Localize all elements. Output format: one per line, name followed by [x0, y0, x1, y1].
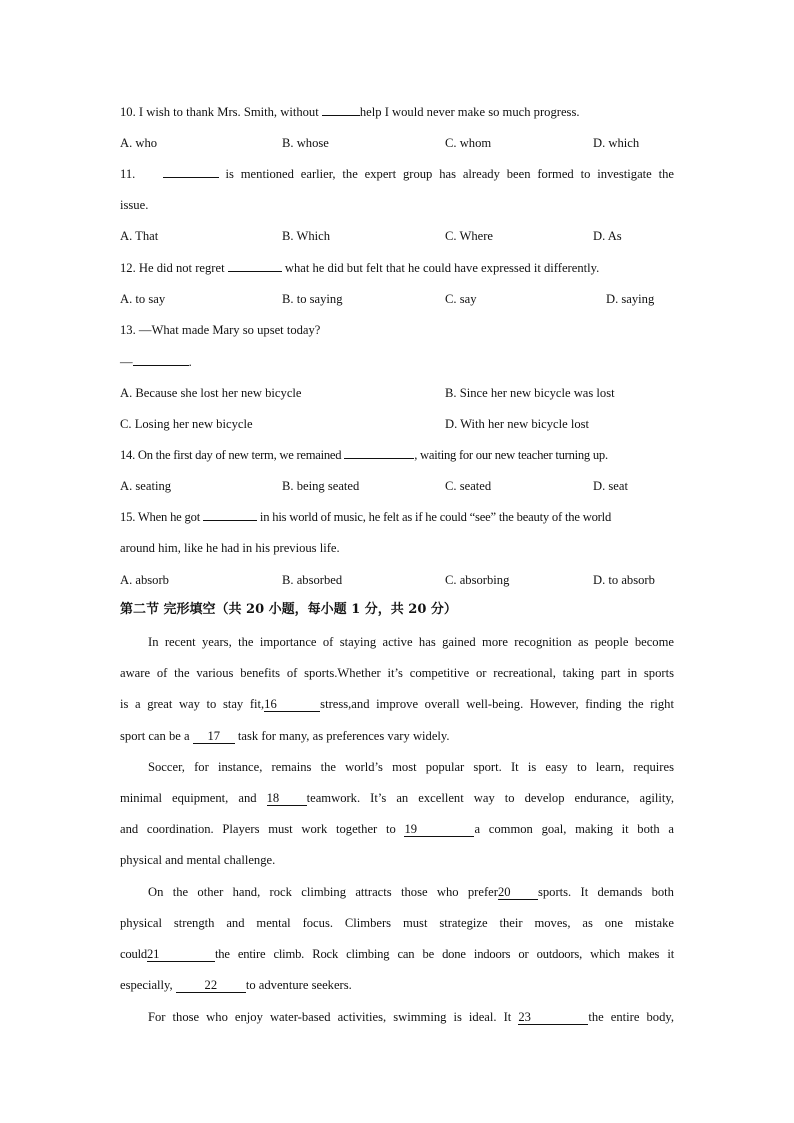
passage-line: physical strength and mental focus. Climbers must strategize their moves, as one mistake [120, 916, 674, 930]
passage-line: On the other hand, rock climbing attracts those who prefer20 sports. It demands both [148, 885, 674, 899]
option-b: B. absorbed [282, 573, 343, 587]
option-b: B. being seated [282, 479, 360, 493]
passage-line: minimal equipment, and 18 teamwork. It’s an excellent way to develop endurance, agility, [120, 791, 674, 805]
option-c: C. Losing her new bicycle [120, 417, 253, 431]
option-b: B. Since her new bicycle was lost [445, 386, 615, 400]
option-d: D. saying [606, 292, 655, 306]
passage-line: is a great way to stay fit,16 stress,and improve overall well-being. However, finding the right [120, 697, 674, 711]
option-b: B. to saying [282, 292, 343, 306]
answer-blank [344, 458, 414, 459]
option-c: C. seated [445, 479, 492, 493]
option-c: C. Where [445, 229, 494, 243]
option-b: B. whose [282, 136, 329, 150]
question-11-stem: 11. is mentioned earlier, the expert group has already been formed to investigate the [120, 167, 674, 181]
answer-blank [228, 271, 282, 272]
option-d: D. to absorb [593, 573, 655, 587]
question-10-stem: 10. I wish to thank Mrs. Smith, without help I would never make so much progress. [120, 105, 580, 119]
option-c: C. absorbing [445, 573, 510, 587]
option-a: A. Because she lost her new bicycle [120, 386, 302, 400]
option-a: A. who [120, 136, 158, 150]
cloze-blank-17: 17 [193, 730, 235, 744]
option-d: D. which [593, 136, 640, 150]
passage-line: In recent years, the importance of staying active has gained more recognition as people become [148, 635, 674, 649]
option-a: A. That [120, 229, 159, 243]
option-c: C. whom [445, 136, 492, 150]
passage-line: aware of the various benefits of sports.Whether it’s competitive or recreational, taking part in sports [120, 666, 674, 680]
question-14-stem: 14. On the first day of new term, we remained , waiting for our new teacher turning up. [120, 448, 608, 462]
option-a: A. to say [120, 292, 166, 306]
question-15-stem: 15. When he got in his world of music, he felt as if he could “see” the beauty of the world [120, 510, 612, 524]
cloze-blank-16: 16 [264, 698, 320, 712]
question-12-stem: 12. He did not regret what he did but felt that he could have expressed it differently. [120, 261, 600, 275]
cloze-blank-20: 20 [498, 886, 538, 900]
passage-line: could21 the entire climb. Rock climbing can be done indoors or outdoors, which makes it [120, 947, 674, 961]
option-d: D. seat [593, 479, 628, 493]
cloze-blank-22: 22 [176, 979, 246, 993]
passage-line: sport can be a 17 task for many, as preferences vary widely. [120, 729, 450, 743]
cloze-blank-23: 23 [518, 1011, 588, 1025]
passage-line: Soccer, for instance, remains the world’s most popular sport. It is easy to learn, requires [148, 760, 674, 774]
question-11-continuation: issue. [120, 198, 149, 212]
answer-blank [163, 177, 219, 178]
option-a: A. absorb [120, 573, 169, 587]
cloze-blank-19: 19 [404, 823, 474, 837]
section-heading: 第二节 完形填空（共 20 小题，每小题 1 分，共 20 分） [120, 602, 457, 617]
cloze-blank-18: 18 [267, 792, 307, 806]
option-d: D. With her new bicycle lost [445, 417, 590, 431]
question-15-continuation: around him, like he had in his previous life. [120, 541, 340, 555]
passage-line: physical and mental challenge. [120, 853, 276, 867]
question-13-stem: 13. —What made Mary so upset today? [120, 323, 321, 337]
question-13-response: — . [120, 355, 192, 369]
passage-line: and coordination. Players must work together to 19 a common goal, making it both a [120, 822, 675, 836]
option-b: B. Which [282, 229, 331, 243]
answer-blank [203, 520, 257, 521]
option-a: A. seating [120, 479, 172, 493]
answer-blank [133, 365, 189, 366]
answer-blank [322, 115, 360, 116]
passage-line: For those who enjoy water-based activities, swimming is ideal. It 23 the entire body, [148, 1010, 674, 1024]
cloze-blank-21: 21 [147, 948, 215, 962]
option-d: D. As [593, 229, 622, 243]
passage-line: especially, 22 to adventure seekers. [120, 978, 352, 992]
option-c: C. say [445, 292, 477, 306]
